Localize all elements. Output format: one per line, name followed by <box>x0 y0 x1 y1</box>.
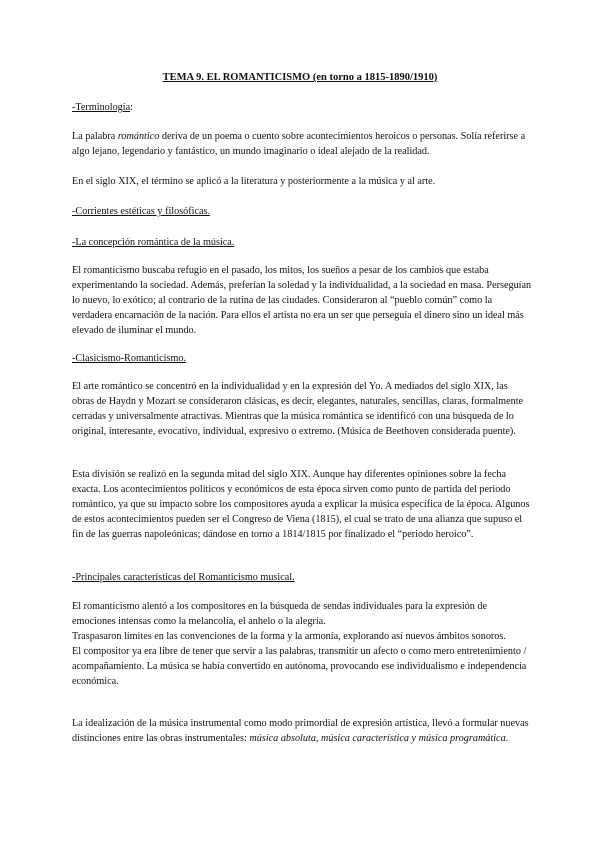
paragraph-principales-1 <box>72 599 532 689</box>
paragraph-concepcion-1: El romanticismo buscaba refugio en el pasado, los mitos, los sueños a pesar de los cambios que estaba experimentando la sociedad. Además, preferían la soledad y la individualidad, a la sociedad en masa. Perseguían lo nuevo, lo exótico; al contrario de la rutina de las ciudades. Consideraron al “pueblo común” como la verdadera encarnación de la nación. Para ellos el artista no era un ser que perseguía el dinero sino un ideal más elevado de iluminar el mundo. <box>72 265 532 336</box>
paragraph-terminologia-1 <box>72 129 532 159</box>
text-fragment: deriva de un poema o cuento sobre acontecimientos heroicos o personas. Solía referirse a algo lejano, legendario y fantástico, un mundo imaginario o ideal alejado de la realidad. <box>72 131 526 157</box>
text-fragment: La idealización de la música instrumental como modo primordial de expresión artística, llevó a formular nuevas distinciones entre las obras instrumentales: <box>72 718 529 744</box>
document-title: TEMA 9. EL ROMANTICISMO (en torno a 1815-1890/1910) <box>162 72 438 83</box>
paragraph-principales-2 <box>72 716 532 746</box>
emphasis-romantico: romántico <box>117 131 160 142</box>
section-heading-terminologia <box>72 100 532 115</box>
heading-principales: -Principales características del Romanticismo musical. <box>72 572 295 583</box>
emphasis-music-types: música absoluta, música característica y música programática <box>249 733 506 744</box>
principales-line-1: El romanticismo alentó a los compositores en la búsqueda de sendas individuales para la expresión de emociones intensas como la melancolía, el anhelo o la alegría. <box>72 601 488 627</box>
paragraph-clasicismo-1: El arte romántico se concentró en la individualidad y en la expresión del Yo. A mediados del siglo XIX, las obras de Haydn y Mozart se consideraron clásicas, es decir, elegantes, naturales, sencillas, claras, formalmente cerradas y universalmente atractivas. Mientras que la música romántica se identificó con una búsqueda de lo original, interesante, evocativo, individual, expresivo o extremo. (Música de Beethoven considerada puente). <box>72 381 524 437</box>
heading-terminologia: -Terminología <box>72 102 131 113</box>
principales-line-2: Traspasaron límites en las convenciones de la forma y la armonía, explorando así nuevos ámbitos sonoros. <box>72 631 506 642</box>
heading-concepcion: -La concepción romántica de la música. <box>72 237 235 248</box>
paragraph-clasicismo-2: Esta división se realizó en la segunda mitad del siglo XIX. Aunque hay diferentes opiniones sobre la fecha exacta. Los acontecimientos políticos y económicos de esta época sirven como punto de partida del periodo romántico, ya que su impacto sobre los compositores ayuda a explicar la música específica de la época. Algunos de estos acontecimientos pueden ser el Congreso de Viena (1815), el cual se trato de una alianza que supuso el fin de las guerras napoleónicas; dándose en torno a 1814/1815 por finalizado el “periodo heroico”. <box>72 469 530 540</box>
heading-colon: : <box>130 102 133 113</box>
heading-corrientes: -Corrientes estéticas y filosóficas. <box>72 206 211 217</box>
text-fragment: . <box>505 733 509 744</box>
text-fragment: La palabra <box>72 131 118 142</box>
principales-line-3: El compositor ya era libre de tener que servir a las palabras, transmitir un afecto o como mero entretenimiento / acompañamiento. La música se había convertido en autónoma, provocando ese individualismo e independencia económica. <box>72 646 527 687</box>
paragraph-terminologia-2: En el siglo XIX, el término se aplicó a la literatura y posteriormente a la música y al arte. <box>72 176 436 187</box>
heading-clasicismo: -Clasicismo-Romanticismo. <box>72 353 187 364</box>
